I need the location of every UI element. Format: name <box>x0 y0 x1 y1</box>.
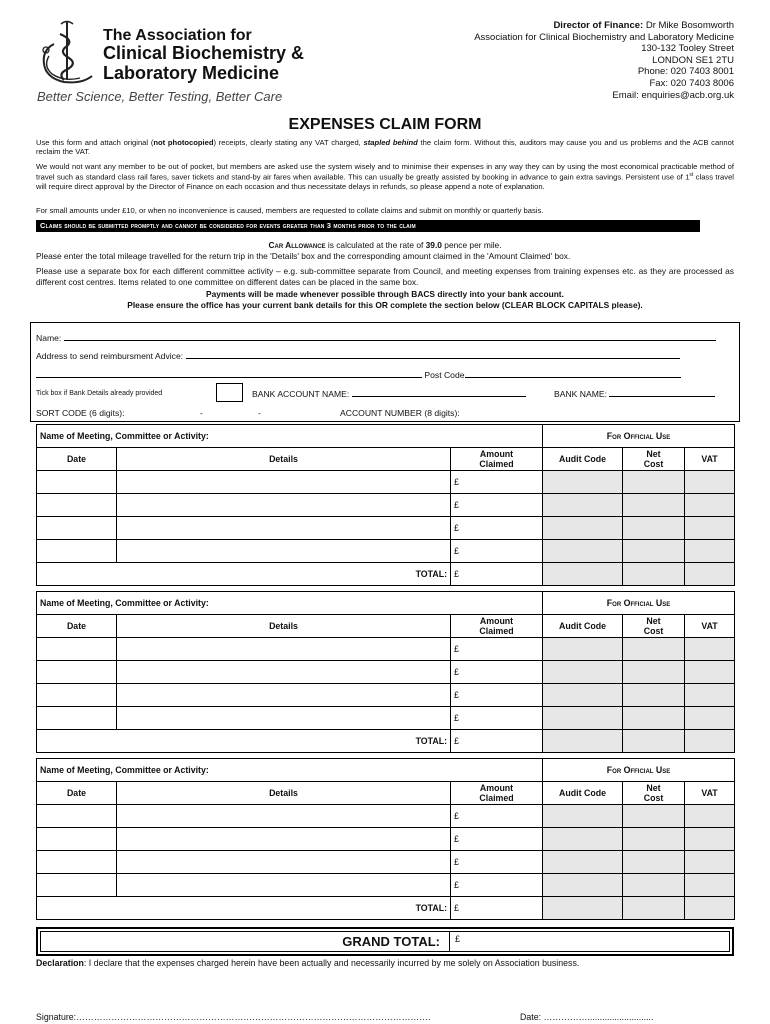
table-row <box>37 540 735 563</box>
bank-account-name-field[interactable]: BANK ACCOUNT NAME: <box>252 389 526 399</box>
sort-code-field[interactable]: SORT CODE (6 digits): - - <box>36 408 261 418</box>
col-details: Details <box>117 448 451 471</box>
grand-total-amount[interactable]: £ <box>455 934 461 944</box>
table-row <box>37 828 735 851</box>
table-row <box>37 851 735 874</box>
amount-cell[interactable]: £ <box>451 828 543 851</box>
total-row <box>37 563 735 586</box>
page-title: EXPENSES CLAIM FORM <box>288 116 482 133</box>
amount-cell[interactable]: £ <box>451 805 543 828</box>
amount-cell[interactable]: £ <box>451 684 543 707</box>
intro-paragraph-1: Use this form and attach original (not photocopied) receipts, clearly stating any VAT charged, stapled behind the claim form. Without this, auditors may cause you and us problems and the ACB cannot reclaim the VAT. <box>36 138 734 157</box>
col-audit-code: Audit Code <box>543 615 623 638</box>
director-label: Director of Finance: <box>553 20 644 31</box>
director-name: Dr Mike Bosomworth <box>645 20 734 31</box>
col-vat: VAT <box>685 448 735 471</box>
table-row <box>37 638 735 661</box>
official-use-header: For Official Use <box>543 425 735 448</box>
org-name-line3: Laboratory Medicine <box>103 63 280 83</box>
amount-cell[interactable]: £ <box>451 661 543 684</box>
col-audit-code: Audit Code <box>543 782 623 805</box>
col-date: Date <box>37 615 117 638</box>
amount-cell[interactable]: £ <box>451 874 543 897</box>
table-row <box>37 517 735 540</box>
total-row <box>37 730 735 753</box>
signature-field[interactable]: Signature:…………………………………………………………………………………………………………. <box>36 1012 431 1022</box>
col-details: Details <box>117 782 451 805</box>
contact-line3: LONDON SE1 2TU <box>652 54 734 66</box>
col-amount: Amount Claimed <box>451 782 543 805</box>
col-amount: Amount Claimed <box>451 615 543 638</box>
bank-details-provided-checkbox[interactable] <box>216 383 243 402</box>
meeting-name-cell[interactable]: Name of Meeting, Committee or Activity: <box>37 592 543 615</box>
grand-total-divider <box>449 931 450 952</box>
expense-table-2 <box>36 591 735 753</box>
intro-paragraph-2: We would not want any member to be out of pocket, but members are asked use the system wisely and to minimise their expenses in any way they can by using the most economical practicable method of travel such as standard class rail fares, saver tickets and stand-by air fares when available. This can usually be greatly assisted by booking in advance to gain extra savings. Persistent use of 1st class travel will require direct approval by the Director of Finance on each occasion and thus necessitate delays in refunds, so please append a note of explanation. <box>36 162 734 192</box>
col-audit-code: Audit Code <box>543 448 623 471</box>
car-allowance-text: Car Allowance is calculated at the rate of 39.0 pence per mile. <box>268 240 502 250</box>
col-vat: VAT <box>685 782 735 805</box>
col-details: Details <box>117 615 451 638</box>
org-name-line2: Clinical Biochemistry & <box>103 43 305 63</box>
col-net-cost: Net Cost <box>623 782 685 805</box>
amount-cell[interactable]: £ <box>451 707 543 730</box>
mileage-instructions: Please enter the total mileage travelled for the return trip in the 'Details' box and the corresponding amount claimed in the 'Amount Claimed' box. <box>36 251 571 261</box>
contact-email[interactable]: Email: enquiries@acb.org.uk <box>612 89 734 101</box>
acb-logo-icon <box>34 20 100 88</box>
contact-block <box>404 20 734 101</box>
official-use-header: For Official Use <box>543 592 735 615</box>
table-row <box>37 805 735 828</box>
col-date: Date <box>37 782 117 805</box>
amount-cell[interactable]: £ <box>451 638 543 661</box>
col-net-cost: Net Cost <box>623 448 685 471</box>
amount-cell[interactable]: £ <box>451 540 543 563</box>
tagline: Better Science, Better Testing, Better Care <box>37 89 283 104</box>
org-name-line1: The Association for <box>103 27 252 44</box>
total-label: TOTAL: <box>37 897 451 920</box>
expense-table-1 <box>36 424 735 586</box>
address-field[interactable]: Address to send reimbursment Advice: <box>36 351 680 361</box>
col-amount: Amount Claimed <box>451 448 543 471</box>
date-field[interactable]: Date: ……………........................... <box>520 1012 654 1022</box>
amount-cell[interactable]: £ <box>451 517 543 540</box>
payments-line1: Payments will be made whenever possible through BACS directly into your bank account. <box>206 289 564 299</box>
bank-name-field[interactable]: BANK NAME: <box>554 389 715 399</box>
col-vat: VAT <box>685 615 735 638</box>
name-field[interactable]: Name: <box>36 333 716 343</box>
tick-box-label: Tick box if Bank Details already provided <box>36 390 163 397</box>
official-use-header: For Official Use <box>543 759 735 782</box>
total-label: TOTAL: <box>37 730 451 753</box>
separate-box-instructions: Please use a separate box for each different committee activity – e.g. sub-committee separate from Council, and meeting expenses from training expenses etc. as they are processed as different cost centres. Items related to one committee on different dates can be placed in the same box. <box>36 266 734 287</box>
col-date: Date <box>37 448 117 471</box>
contact-line1: Association for Clinical Biochemistry and Laboratory Medicine <box>474 31 734 43</box>
contact-fax: Fax: 020 7403 8006 <box>649 77 734 89</box>
expense-table-3 <box>36 758 735 920</box>
payments-line2: Please ensure the office has your current bank details for this OR complete the section below (CLEAR BLOCK CAPITALS please). <box>127 300 643 310</box>
total-amount-cell[interactable]: £ <box>451 730 543 753</box>
account-number-field[interactable]: ACCOUNT NUMBER (8 digits): <box>340 408 460 418</box>
table-row <box>37 707 735 730</box>
meeting-name-cell[interactable]: Name of Meeting, Committee or Activity: <box>37 425 543 448</box>
contact-line2: 130-132 Tooley Street <box>641 43 734 55</box>
amount-cell[interactable]: £ <box>451 471 543 494</box>
contact-phone: Phone: 020 7403 8001 <box>637 66 734 78</box>
total-label: TOTAL: <box>37 563 451 586</box>
total-amount-cell[interactable]: £ <box>451 897 543 920</box>
table-row <box>37 684 735 707</box>
claims-deadline-banner: Claims should be submitted promptly and cannot be considered for events greater than 3 months prior to the claim <box>36 220 700 232</box>
amount-cell[interactable]: £ <box>451 851 543 874</box>
col-net-cost: Net Cost <box>623 615 685 638</box>
postcode-field[interactable]: Post Code <box>36 370 681 380</box>
table-row <box>37 874 735 897</box>
grand-total-label: GRAND TOTAL: <box>342 934 440 949</box>
total-row <box>37 897 735 920</box>
total-amount-cell[interactable]: £ <box>451 563 543 586</box>
table-row <box>37 661 735 684</box>
meeting-name-cell[interactable]: Name of Meeting, Committee or Activity: <box>37 759 543 782</box>
intro-paragraph-3: For small amounts under £10, or when no inconvenience is caused, members are requested to collate claims and submit on monthly or quarterly basis. <box>36 206 544 215</box>
table-row <box>37 471 735 494</box>
declaration: Declaration: I declare that the expenses charged herein have been actually and necessarily incurred by me solely on Association business. <box>36 958 580 968</box>
table-row <box>37 494 735 517</box>
amount-cell[interactable]: £ <box>451 494 543 517</box>
